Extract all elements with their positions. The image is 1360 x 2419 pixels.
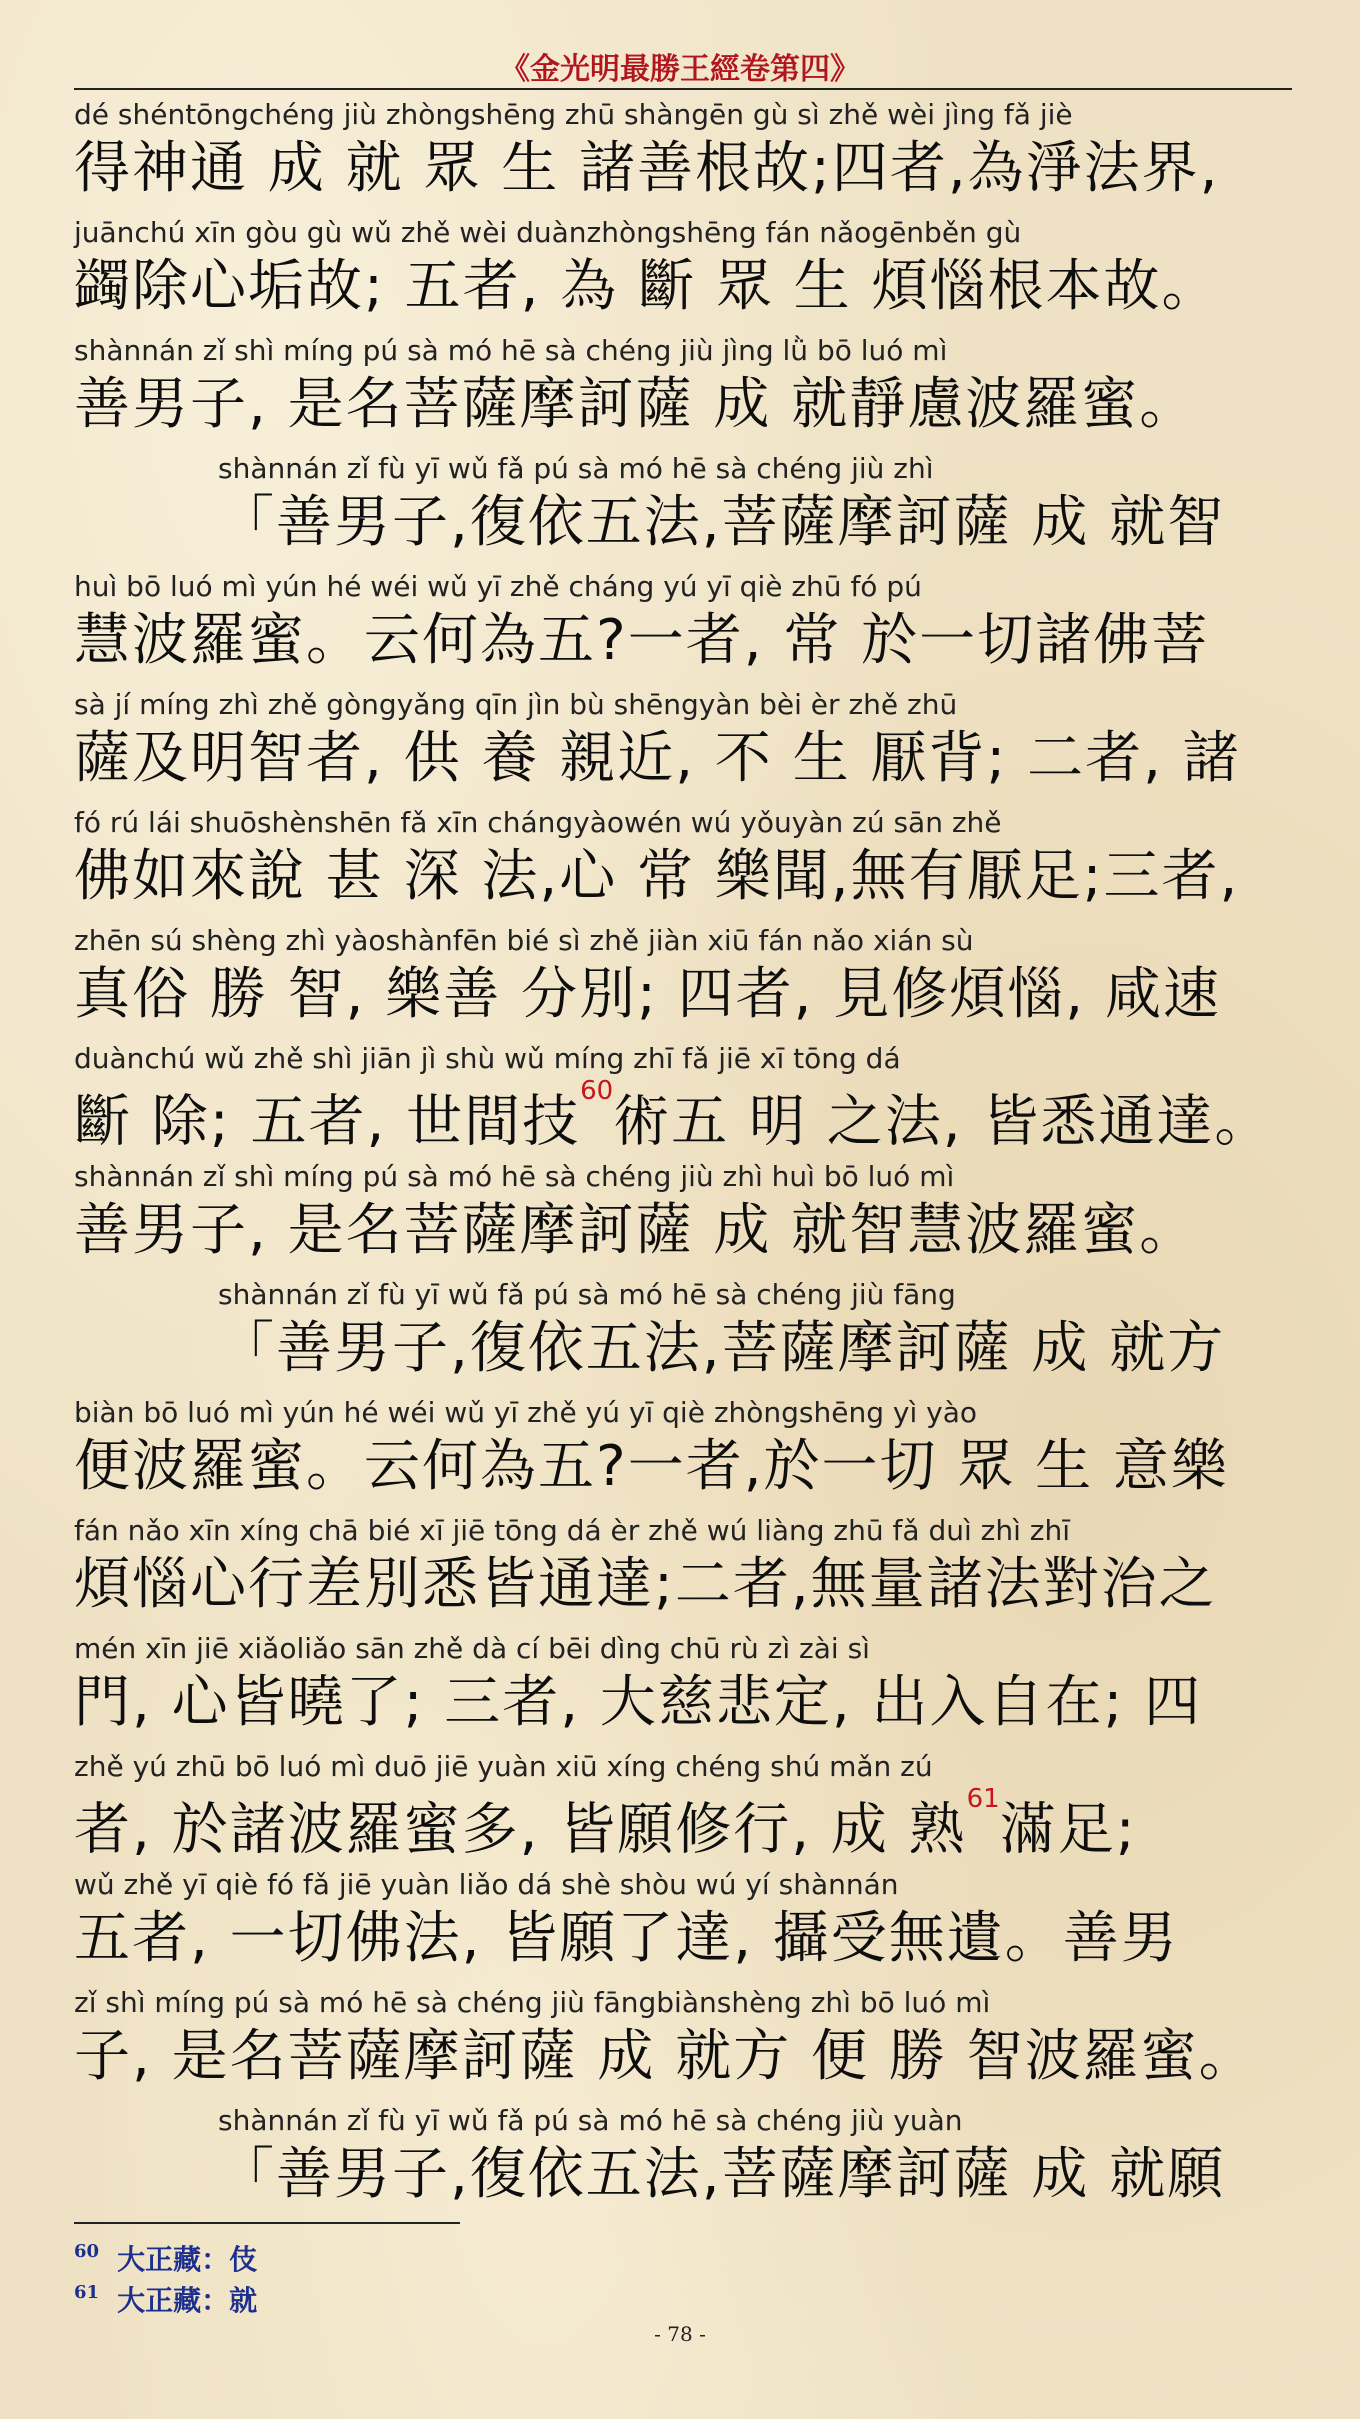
page-number: - 78 -	[654, 2322, 706, 2346]
text-line	[74, 922, 1300, 1040]
hanzi-segment: 慧波羅蜜。云何為五?一者, 常 於一切諸佛菩	[74, 608, 1210, 673]
hanzi-text	[218, 1314, 1300, 1384]
pinyin-annotation: fán nǎo xīn xíng chā bié xī jiē tōng dá èr zhě wú liàng zhū fǎ duì zhì zhī	[74, 1514, 1070, 1547]
text-line	[74, 1866, 1300, 1984]
hanzi-segment: 者, 於諸波羅蜜多, 皆願修行, 成 熟	[74, 1797, 967, 1863]
hanzi-text	[74, 1076, 1300, 1155]
pinyin-annotation: biàn bō luó mì yún hé wéi wǔ yī zhě yú yī qiè zhòngshēng yì yào	[74, 1396, 978, 1429]
sutra-title-header: 《金光明最勝王經卷第四》	[500, 52, 860, 87]
hanzi-segment: 斷 除; 五者, 世間技	[74, 1089, 581, 1155]
pinyin-annotation: shànnán zǐ shì míng pú sà mó hē sà chéng jiù jìng lǜ bō luó mì	[74, 334, 948, 367]
text-line	[74, 96, 1300, 214]
text-line	[74, 1748, 1300, 1866]
hanzi-text	[74, 842, 1300, 912]
hanzi-segment: 滿足;	[999, 1797, 1137, 1863]
text-line	[74, 1512, 1300, 1630]
pinyin-annotation: shànnán zǐ fù yī wǔ fǎ pú sà mó hē sà chéng jiù fāng	[218, 1278, 956, 1311]
hanzi-text	[218, 488, 1300, 558]
footnote-number: 61	[74, 2282, 100, 2303]
hanzi-text	[74, 724, 1300, 794]
hanzi-text	[74, 1904, 1300, 1974]
pinyin-annotation: huì bō luó mì yún hé wéi wǔ yī zhě cháng yú yī qiè zhū fó pú	[74, 570, 922, 603]
text-line	[74, 804, 1300, 922]
hanzi-text	[74, 370, 1300, 440]
pinyin-annotation: zhě yú zhū bō luó mì duō jiē yuàn xiū xíng chéng shú mǎn zú	[74, 1750, 933, 1783]
footnote-reference[interactable]: 60	[580, 1076, 614, 1106]
hanzi-text	[74, 606, 1300, 676]
text-line	[74, 1984, 1300, 2102]
pinyin-annotation: juānchú xīn gòu gù wǔ zhě wèi duànzhòngshēng fán nǎogēnběn gù	[74, 216, 1022, 249]
hanzi-segment: 蠲除心垢故; 五者, 為 斷 眾 生 煩惱根本故。	[74, 254, 1220, 319]
hanzi-text	[74, 1432, 1300, 1502]
footnote-number: 60	[74, 2241, 100, 2262]
text-line	[74, 1040, 1300, 1158]
hanzi-segment: 便波羅蜜。云何為五?一者,於一切 眾 生 意樂	[74, 1434, 1229, 1499]
hanzi-segment: 煩惱心行差別悉皆通達;二者,無量諸法對治之	[74, 1552, 1217, 1617]
pinyin-annotation: shànnán zǐ fù yī wǔ fǎ pú sà mó hē sà chéng jiù zhì	[218, 452, 934, 485]
hanzi-segment: 得神通 成 就 眾 生 諸善根故;四者,為淨法界,	[74, 136, 1220, 201]
hanzi-segment: 「善男子,復依五法,菩薩摩訶薩 成 就願	[218, 2142, 1226, 2207]
pinyin-annotation: wǔ zhě yī qiè fó fǎ jiē yuàn liǎo dá shè shòu wú yí shànnán	[74, 1868, 899, 1901]
footnote-60	[74, 2240, 257, 2280]
pinyin-annotation: zǐ shì míng pú sà mó hē sà chéng jiù fāngbiànshèng zhì bō luó mì	[74, 1986, 991, 2019]
hanzi-segment: 「善男子,復依五法,菩薩摩訶薩 成 就智	[218, 490, 1226, 555]
hanzi-segment: 門, 心皆曉了; 三者, 大慈悲定, 出入自在; 四	[74, 1670, 1203, 1735]
hanzi-text	[74, 1196, 1300, 1266]
text-line	[74, 214, 1300, 332]
footnote-divider	[74, 2222, 460, 2224]
pinyin-annotation: fó rú lái shuōshènshēn fǎ xīn chángyàowén wú yǒuyàn zú sān zhě	[74, 806, 1002, 839]
text-line	[74, 568, 1300, 686]
text-line	[74, 1158, 1300, 1276]
text-line	[74, 1630, 1300, 1748]
hanzi-text	[218, 2140, 1300, 2210]
hanzi-segment: 術五 明 之法, 皆悉通達。	[613, 1089, 1273, 1155]
hanzi-text	[74, 1784, 1300, 1863]
hanzi-text	[74, 960, 1300, 1030]
hanzi-segment: 佛如來說 甚 深 法,心 常 樂聞,無有厭足;三者,	[74, 844, 1240, 909]
pinyin-annotation: mén xīn jiē xiǎoliǎo sān zhě dà cí bēi dìng chū rù zì zài sì	[74, 1632, 870, 1665]
text-line	[74, 1394, 1300, 1512]
hanzi-segment: 善男子, 是名菩薩摩訶薩 成 就智慧波羅蜜。	[74, 1198, 1198, 1263]
footnote-text: 大正藏：就	[117, 2284, 258, 2317]
text-line	[74, 332, 1300, 450]
text-line	[74, 686, 1300, 804]
hanzi-segment: 子, 是名菩薩摩訶薩 成 就方 便 勝 智波羅蜜。	[74, 2024, 1257, 2089]
hanzi-text	[74, 134, 1300, 204]
footnote-reference[interactable]: 61	[966, 1784, 1000, 1814]
hanzi-segment: 薩及明智者, 供 養 親近, 不 生 厭背; 二者, 諸	[74, 726, 1241, 791]
pinyin-annotation: sà jí míng zhì zhě gòngyǎng qīn jìn bù shēngyàn bèi èr zhě zhū	[74, 688, 958, 721]
footnote-61	[74, 2281, 257, 2321]
hanzi-text	[74, 1550, 1300, 1620]
pinyin-annotation: shànnán zǐ shì míng pú sà mó hē sà chéng jiù zhì huì bō luó mì	[74, 1160, 955, 1193]
header-divider	[74, 88, 1292, 90]
pinyin-annotation: shànnán zǐ fù yī wǔ fǎ pú sà mó hē sà chéng jiù yuàn	[218, 2104, 963, 2137]
hanzi-segment: 五者, 一切佛法, 皆願了達, 攝受無遺。善男	[74, 1906, 1179, 1971]
pinyin-annotation: dé shéntōngchéng jiù zhòngshēng zhū shàngēn gù sì zhě wèi jìng fǎ jiè	[74, 98, 1073, 131]
pinyin-annotation: duànchú wǔ zhě shì jiān jì shù wǔ míng zhī fǎ jiē xī tōng dá	[74, 1042, 901, 1075]
footnote-text: 大正藏：伎	[117, 2243, 258, 2276]
text-line	[218, 1276, 1300, 1394]
text-line	[218, 2102, 1300, 2220]
hanzi-text	[74, 1668, 1300, 1738]
hanzi-segment: 「善男子,復依五法,菩薩摩訶薩 成 就方	[218, 1316, 1226, 1381]
hanzi-text	[74, 2022, 1300, 2092]
pinyin-annotation: zhēn sú shèng zhì yàoshànfēn bié sì zhě jiàn xiū fán nǎo xián sù	[74, 924, 974, 957]
hanzi-segment: 善男子, 是名菩薩摩訶薩 成 就靜慮波羅蜜。	[74, 372, 1198, 437]
hanzi-segment: 真俗 勝 智, 樂善 分別; 四者, 見修煩惱, 咸速	[74, 962, 1221, 1027]
hanzi-text	[74, 252, 1300, 322]
text-line	[218, 450, 1300, 568]
